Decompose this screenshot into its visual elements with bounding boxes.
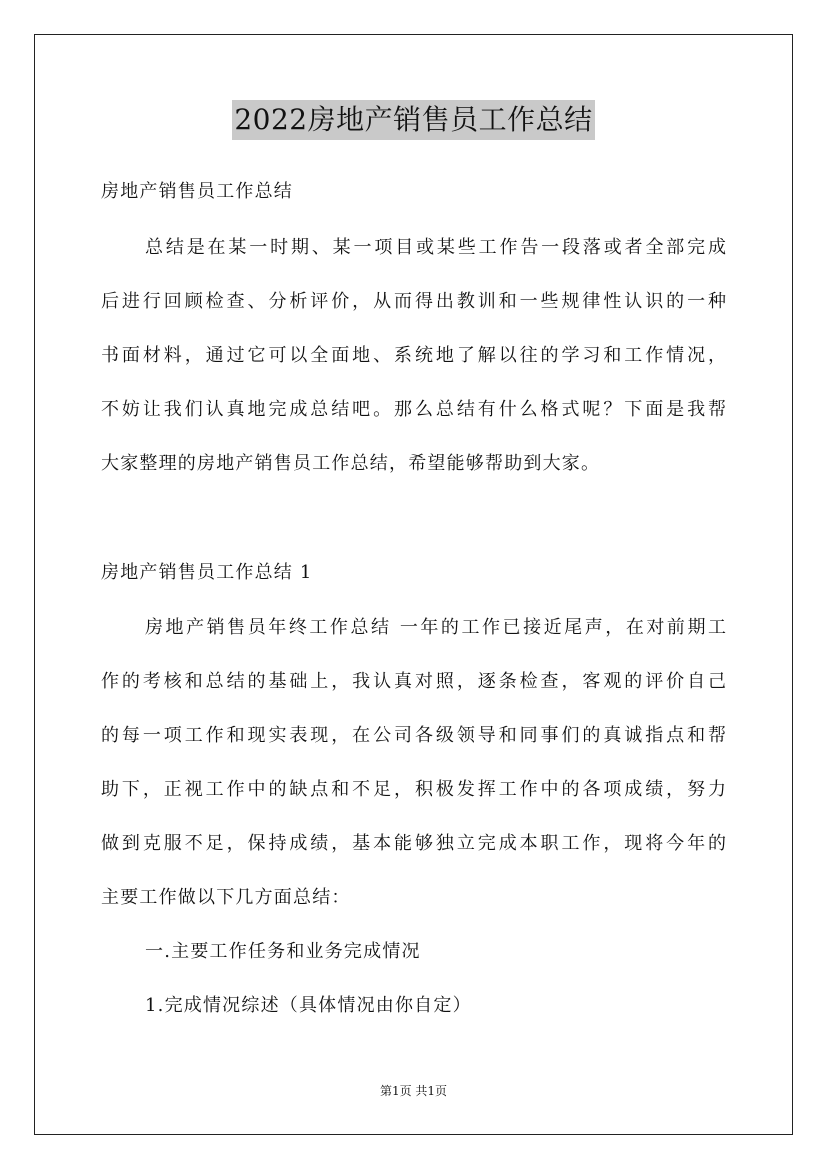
page-number: 第1页 共1页 [379, 1084, 448, 1098]
body-line: 的每一项工作和现实表现，在公司各级领导和同事们的真诚指点和帮 [101, 725, 726, 746]
title-block [0, 100, 827, 140]
intro-line: 后进行回顾检查、分析评价，从而得出教训和一些规律性认识的一种 [101, 291, 726, 312]
body-line: 做到克服不足，保持成绩，基本能够独立完成本职工作，现将今年的 [101, 833, 726, 854]
section-heading: 房地产销售员工作总结 1 [101, 562, 313, 583]
document-title: 2022房地产销售员工作总结 [232, 100, 594, 140]
item-subheading: 1.完成情况综述（具体情况由你自定） [145, 995, 472, 1016]
intro-line: 不妨让我们认真地完成总结吧。那么总结有什么格式呢？下面是我帮 [101, 399, 726, 420]
intro-line: 大家整理的房地产销售员工作总结，希望能够帮助到大家。 [101, 453, 601, 474]
body-line: 房地产销售员年终工作总结 一年的工作已接近尾声，在对前期工 [145, 617, 726, 638]
intro-line: 书面材料，通过它可以全面地、系统地了解以往的学习和工作情况， [101, 345, 726, 366]
intro-line: 总结是在某一时期、某一项目或某些工作告一段落或者全部完成 [145, 237, 726, 258]
item-heading: 一.主要工作任务和业务完成情况 [145, 941, 421, 962]
body-line: 助下，正视工作中的缺点和不足，积极发挥工作中的各项成绩，努力 [101, 779, 726, 800]
document-subtitle: 房地产销售员工作总结 [101, 181, 293, 202]
body-line: 作的考核和总结的基础上，我认真对照，逐条检查，客观的评价自己 [101, 671, 726, 692]
body-line: 主要工作做以下几方面总结： [101, 887, 351, 908]
